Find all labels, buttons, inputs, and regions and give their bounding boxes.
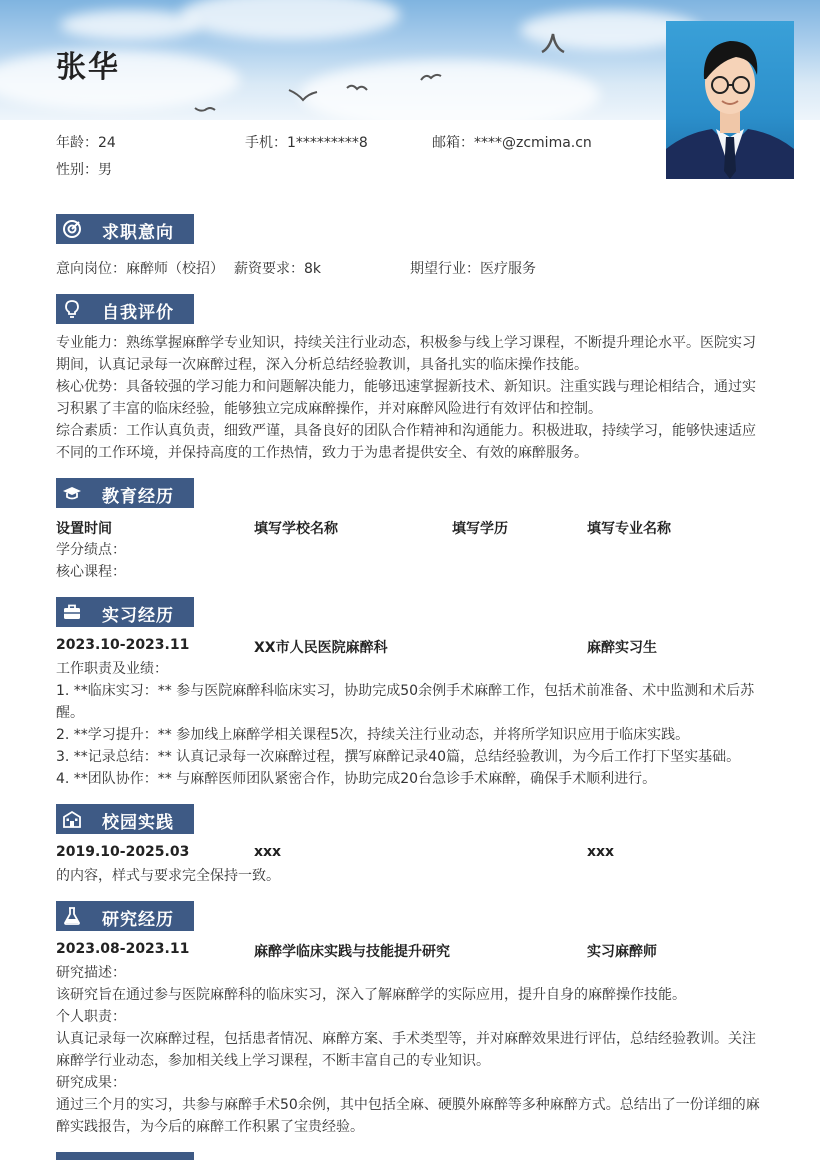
section-title: 研究经历: [102, 910, 174, 930]
gender-info: 性别：男: [56, 162, 112, 178]
flask-icon: [62, 906, 82, 926]
education-gpa: 学分绩点：: [56, 542, 126, 558]
salary-requirement: 薪资要求：8k: [234, 261, 322, 277]
graduation-cap-icon: [62, 483, 82, 503]
internship-line: 3. **记录总结：** 认真记录每一次麻醉过程，撰写麻醉记录40篇，总结经验教训，为今后工作打下坚实基础。: [56, 749, 741, 765]
research-project: 麻醉学临床实践与技能提升研究: [254, 944, 450, 960]
age-info: 年龄：24: [56, 135, 116, 151]
research-line: 该研究旨在通过参与医院麻醉科的临床实习，深入了解麻醉学的实际应用，提升自身的麻醉操作技能。: [56, 987, 686, 1003]
internship-line: 4. **团队协作：** 与麻醉医师团队紧密合作，协助完成20台急诊手术麻醉，确保手术顺利进行。: [56, 771, 657, 787]
internship-line: 醒。: [56, 705, 84, 721]
target-icon: [62, 219, 82, 239]
section-header-education: [56, 478, 194, 508]
expected-industry: 期望行业：医疗服务: [410, 261, 536, 277]
bird-decoration: [194, 104, 216, 114]
internship-org: XX市人民医院麻醉科: [254, 640, 388, 656]
education-major: 填写专业名称: [587, 521, 671, 537]
campus-role: xxx: [587, 844, 615, 860]
internship-line: 2. **学习提升：** 参加线上麻醉学相关课程5次，持续关注行业动态，并将所学知识应用于临床实践。: [56, 727, 690, 743]
section-header-research: [56, 901, 194, 931]
self-eval-line: 核心优势：具备较强的学习能力和问题解决能力，能够迅速掌握新技术、新知识。注重实践与理论相结合，通过实: [56, 379, 756, 395]
section-title: 求职意向: [102, 223, 174, 243]
research-role: 实习麻醉师: [587, 944, 657, 960]
profile-photo: [666, 21, 794, 179]
internship-line: 工作职责及业绩：: [56, 661, 168, 677]
education-degree: 填写学历: [452, 521, 508, 537]
education-school: 填写学校名称: [254, 521, 338, 537]
research-line: 通过三个月的实习，共参与麻醉手术50余例，其中包括全麻、硬膜外麻醉等多种麻醉方式。总结出了一份详细的麻: [56, 1097, 760, 1113]
bird-decoration: [346, 82, 368, 92]
section-title: 教育经历: [102, 487, 174, 507]
candidate-name: 张华: [56, 50, 120, 85]
section-header-campus: [56, 804, 194, 834]
bird-decoration: [420, 72, 442, 82]
section-title: 实习经历: [102, 606, 174, 626]
internship-role: 麻醉实习生: [587, 640, 657, 656]
self-eval-line: 习积累了丰富的临床经验，能够独立完成麻醉操作，并对麻醉风险进行有效评估和控制。: [56, 401, 602, 417]
section-header-next-partial: [56, 1152, 194, 1160]
building-icon: [62, 809, 82, 829]
research-line: 麻醉学行业动态，参加相关线上学习课程，不断丰富自己的专业知识。: [56, 1053, 490, 1069]
email-info: 邮箱：****@zcmima.cn: [432, 135, 592, 151]
bird-decoration: [540, 30, 566, 60]
section-title: 自我评价: [102, 303, 174, 323]
internship-line: 1. **临床实习：** 参与医院麻醉科临床实习，协助完成50余例手术麻醉工作，包括术前准备、术中监测和术后苏: [56, 683, 755, 699]
internship-time: 2023.10-2023.11: [56, 637, 190, 653]
section-title: 校园实践: [102, 813, 174, 833]
section-header-self-eval: [56, 294, 194, 324]
research-line: 研究描述：: [56, 965, 126, 981]
campus-org: xxx: [254, 844, 282, 860]
research-time: 2023.08-2023.11: [56, 941, 190, 957]
campus-line: 的内容，样式与要求完全保持一致。: [56, 868, 280, 884]
intended-position: 意向岗位：麻醉师（校招）: [56, 261, 224, 277]
education-time: 设置时间: [56, 521, 112, 537]
section-header-job-intent: [56, 214, 194, 244]
research-line: 醉实践报告，为今后的麻醉工作积累了宝贵经验。: [56, 1119, 364, 1135]
phone-info: 手机：1*********8: [245, 135, 368, 151]
self-eval-line: 期间，认真记录每一次麻醉过程，深入分析总结经验教训，具备扎实的临床操作技能。: [56, 357, 588, 373]
research-line: 研究成果：: [56, 1075, 126, 1091]
education-courses: 核心课程：: [56, 564, 126, 580]
section-header-internship: [56, 597, 194, 627]
lightbulb-icon: [62, 299, 82, 319]
research-line: 个人职责：: [56, 1009, 126, 1025]
briefcase-icon: [62, 602, 82, 622]
self-eval-line: 综合素质：工作认真负责，细致严谨，具备良好的团队合作精神和沟通能力。积极进取，持续学习，能够快速适应: [56, 423, 756, 439]
bird-decoration: [288, 88, 318, 102]
campus-time: 2019.10-2025.03: [56, 844, 190, 860]
self-eval-line: 专业能力：熟练掌握麻醉学专业知识，持续关注行业动态，积极参与线上学习课程，不断提升理论水平。医院实习: [56, 335, 756, 351]
research-line: 认真记录每一次麻醉过程，包括患者情况、麻醉方案、手术类型等，并对麻醉效果进行评估，总结经验教训。关注: [56, 1031, 756, 1047]
avatar-illustration: [666, 21, 794, 179]
self-eval-line: 不同的工作环境，并保持高度的工作热情，致力于为患者提供安全、有效的麻醉服务。: [56, 445, 588, 461]
